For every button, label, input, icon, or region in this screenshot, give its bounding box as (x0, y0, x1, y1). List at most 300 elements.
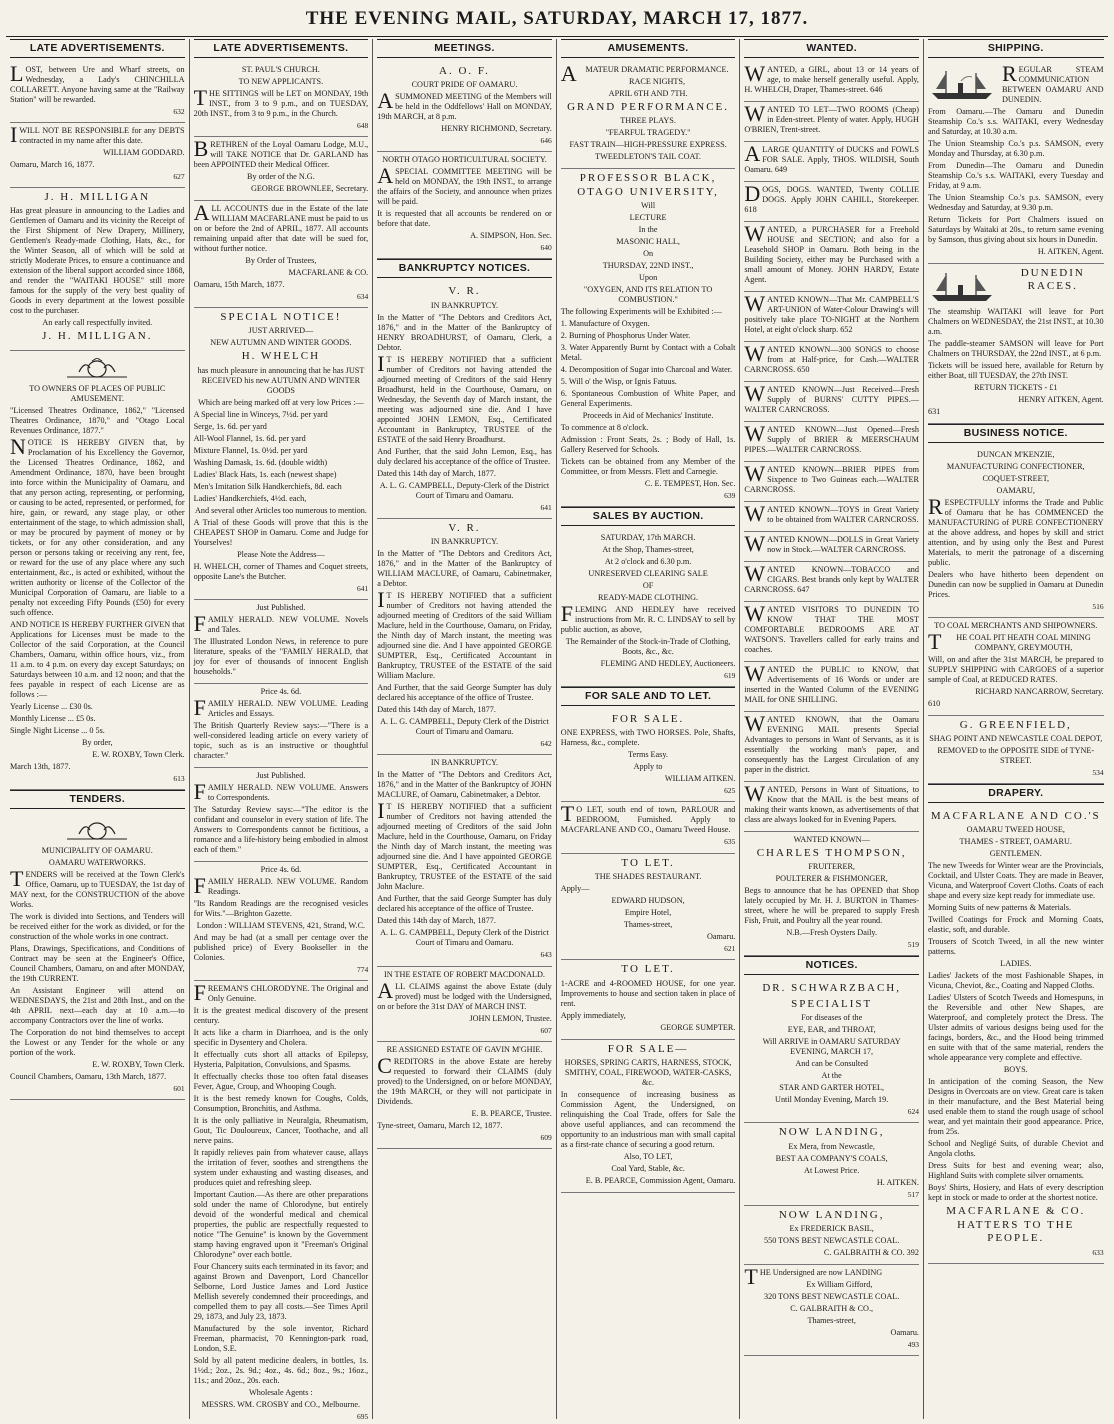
ad-text: WANTED, Persons in Want of Situations, to Know that the MAIL is the best means of making their wants known, as advertisements of that class are always looked for in Evening Papers. (744, 780, 919, 824)
column-4 (557, 39, 741, 1419)
ad-category: LADIES. (1000, 959, 1032, 969)
ad-text: It effectually cuts short all attacks of Epilepsy, Hysteria, Palpitation, Convulsions, and Spasms. (193, 1050, 369, 1070)
ad-text: The work is divided into Sections, and Tenders will be received either for the work as divided, or for the construction of the whole works in one contract. (10, 911, 185, 941)
ad-signature: E. W. ROXBY, Town Clerk. (92, 1059, 185, 1069)
ad-heading: FAMILY HERALD. NEW VOLUME. Random Readings. (193, 873, 369, 899)
ad-text: The paddle-steamer SAMSON will leave for Port Chalmers on THURSDAY, the 22nd INST., at 6 p.m. (927, 338, 1104, 358)
ad-signature: HENRY AITKEN, Agent. (1018, 394, 1104, 404)
ad-heading: MUNICIPALITY OF OAMARU. (41, 845, 153, 855)
ad-text: 1-ACRE and 4-ROOMED HOUSE, for one year. Improvements to house and section taken in place of rent. (560, 978, 736, 1008)
section-heading: TENDERS. (10, 790, 185, 809)
ad-text: It acts like a charm in Diarrhoea, and is the only specific in Dysentery and Cholera. (193, 1028, 369, 1048)
ad-text: At Lowest Price. (804, 1165, 860, 1175)
ad-text: Apply to (633, 762, 663, 772)
ad-heading: PROFESSOR BLACK, OTAGO UNIVERSITY, (577, 172, 719, 198)
column-6 (924, 39, 1108, 1419)
ad-text: Thames-street, (623, 919, 673, 929)
ad-text: THURSDAY, 22ND INST., (602, 261, 694, 271)
ad-whelch (194, 308, 369, 600)
ad-number: 631 (927, 406, 941, 416)
ad-now-landing-basil (744, 1206, 919, 1265)
ad-signature: C. GALBRAITH & CO., (790, 1304, 874, 1314)
ad-signature: WILLIAM GODDARD. (103, 147, 185, 157)
ad-aof-meeting (377, 62, 552, 153)
ad-text: Four Chancery suits each terminated in its favor; and against Brown and Davenport, Lord Chancellor Selborne, Lord Justice James and Lord Justice Mellish severely condemned their proceedings, and compelled them to pay all costs.—See Times April 29, 1873, and July 23, 1873. (193, 1262, 369, 1322)
ad-public-amusement (10, 351, 185, 790)
price-item: Mixture Flannel, 1s. 0½d. per yard (193, 445, 308, 455)
wanted-ad (744, 782, 919, 832)
ad-number: 601 (173, 1083, 185, 1093)
ad-number: 517 (907, 1189, 919, 1199)
ad-text: School and Negligé Suits, of durable Cheviot and Angola cloths. (927, 1139, 1104, 1159)
royal-crest-icon (57, 358, 137, 380)
municipal-crest-icon (57, 820, 137, 842)
ad-number: 621 (724, 943, 736, 953)
ad-heading: FAMILY HERALD. NEW VOLUME. Novels and Tales. (193, 611, 369, 637)
ad-express-sale (561, 710, 736, 803)
ad-text: A Trial of these Goods will prove that this is the CHEAPEST SHOP in Oamaru. Come and Judge for Yourselves! (193, 517, 369, 547)
ad-signature: A. L. G. CAMPBELL, Deputy-Clerk of the District Court of Timaru and Oamaru. (379, 480, 550, 500)
ad-heading: AMATEUR DRAMATIC PERFORMANCE. (560, 60, 729, 86)
ad-signature: H. AITKEN, Agent. (1037, 246, 1104, 256)
ad-date: March 13th, 1877. (10, 761, 71, 771)
ad-number: 607 (540, 1025, 552, 1035)
ad-text: 550 TONS BEST NEWCASTLE COAL. (764, 1236, 900, 1246)
ad-text: "Its Random Readings are the recognised vesicles for Wits."—Brighton Gazette. (193, 899, 369, 919)
ad-text: Please Note the Address— (237, 549, 325, 559)
ad-signature: H. AITKEN. (876, 1177, 919, 1187)
ad-text: ALL ACCOUNTS due in the Estate of the late WILLIAM MACFARLANE must be paid to us on or before the 2nd of APRIL, 1877. All accounts remaining unpaid after that date will be sued for, without further notice. (193, 199, 369, 253)
ad-schwarzbach (744, 979, 919, 1123)
section-heading: DRAPERY. (928, 784, 1104, 803)
ad-text: The Union Steamship Co.'s p.s. SAMSON, every Monday and Thursday, at 6.30 p.m. (927, 138, 1104, 158)
ad-text: Also, TO LET, (623, 1151, 673, 1161)
ad-date: Oamaru, 15th March, 1877. (193, 279, 285, 289)
ad-greenfield (928, 716, 1104, 785)
ad-number: 519 (907, 940, 919, 950)
ad-text: Important Caution.—As there are other preparations sold under the name of Chlorodyne, but entirely devoid of the wonderful medical and chemical properties, the public are respectfully requested to notice "The Genuine" is known by the Government stamp having engraved upon it "Freeman's Original Chlorodyne" over each bottle. (193, 1190, 369, 1260)
ad-text: In the Matter of "The Debtors and Creditors Act, 1876," and in the Matter of the Bankruptcy of HENRY BROADHURST, of Oamaru, Clerk, a Debtor. (377, 312, 552, 352)
ad-signature: J. H. MILLIGAN. (42, 330, 153, 343)
experiment-item: 3. Water Apparently Burnt by Contact with a Cobalt Metal. (560, 343, 736, 363)
wanted-ad (744, 662, 919, 712)
section-heading: NOTICES. (744, 956, 919, 975)
price-item: Ladies' Handkerchiefs, 4½d. each, (193, 493, 307, 503)
section-heading: MEETINGS. (377, 39, 552, 58)
ad-text: Boys' Shirts, Hosiery, and Hats of every description kept in stock or made to order at the shortest notice. (927, 1183, 1104, 1203)
ad-text: ALARGE QUANTITY of DUCKS and FOWLS FOR SALE. Apply, THOS. WILDISH, South Oamaru. 649 (744, 140, 919, 174)
ad-number: 643 (540, 950, 552, 960)
ad-number: 648 (356, 120, 369, 130)
ad-text: NEW AUTUMN AND WINTER GOODS. (210, 338, 352, 348)
ad-text: "Licensed Theatres Ordinance, 1862," "Licensed Theatres Ordinance, 1870," and "Otago Local Revenues Ordinance, 1877." (10, 405, 185, 435)
ad-signature: A. L. G. CAMPBELL, Deputy Clerk of the District Court of Timaru and Oamaru. (380, 928, 549, 948)
ad-text: And can be Consulted (795, 1058, 868, 1068)
ad-text: It effectually checks those too often fatal diseases Fever, Ague, Croup, and Whooping Cough. (193, 1072, 369, 1092)
wanted-ad (744, 532, 919, 562)
section-heading: LATE ADVERTISEMENTS. (194, 39, 369, 58)
ad-text: WANTED, a GIRL, about 13 or 14 years of age, to make herself generally useful. Apply, H. WHELCH, Draper, Thames-street. 646 (744, 60, 919, 94)
ad-text: It is the best remedy known for Coughs, Colds, Consumption, Bronchitis, and Asthma. (193, 1094, 369, 1114)
experiment-item: 2. Burning of Phosphorus Under Water. (560, 331, 691, 341)
ad-category: GENTLEMEN. (989, 849, 1042, 859)
ad-heading: TO LET. (621, 856, 675, 869)
ad-text: By order of the N.G. (247, 171, 315, 181)
wanted-ad (744, 712, 919, 782)
ad-text: Plans, Drawings, Specifications, and Conditions of Contract may be seen at the Engineer's Office, Council Chambers, Oamaru, on and after MONDAY, the 19th CURRENT. (10, 943, 185, 983)
ad-heading: DR. SCHWARZBACH, (762, 982, 901, 995)
ad-text: Trousers of Scotch Tweed, in all the new winter patterns. (927, 937, 1104, 957)
ad-text: In anticipation of the coming Season, the New Designs in Overcoats are on view. Great care is taken in their manufacture, and the Best Material being used enable them to stand the rough usage of school wear, and yet maintain their good appearance. Price, from 25s. (927, 1077, 1104, 1137)
ad-text: Ladies' Jackets of the most Fashionable Shapes, in Vicuna, Cheviot, &c., Coating and Napped Cloths. (927, 971, 1104, 991)
ad-number: 695 (356, 1412, 369, 1419)
ad-lost-collarett (10, 62, 185, 123)
ad-text: THE SITTINGS will be LET on MONDAY, 19th INST., from 3 to 9 p.m., and on TUESDAY, 20th INST., from 3 to 9 p.m., in the Church. (193, 84, 369, 118)
ad-text: On (643, 249, 654, 259)
ad-parlour-let (561, 802, 736, 853)
ad-text: The Union Steamship Co.'s p.s. SAMSON, every Wednesday and Saturday, at 9.30 p.m. (927, 192, 1104, 212)
ad-text: An Assistant Engineer will attend on WEDNESDAYS, the 21st and 28th Inst., and on the 4th APRIL next—each day at 10 a.m.—to accompany Contractors over the line of works. (10, 985, 185, 1025)
ad-text: has much pleasure in announcing that he has JUST RECEIVED his new AUTUMN AND WINTER GOODS (197, 365, 365, 395)
steamship-icon (928, 269, 998, 303)
wanted-ad (744, 462, 919, 502)
price-item: Serge, 1s. 6d. per yard (193, 421, 267, 431)
ad-text: Tickets can be obtained from any Member of the Committee, or from Messrs. Flett and Carnegie. (560, 457, 736, 477)
ad-signature: E. W. ROXBY, Town Clerk. (92, 749, 185, 759)
ad-date: Dated this 14th day of March, 1877. (377, 705, 496, 715)
ad-number: 646 (540, 136, 552, 146)
ad-text: WANTED KNOWN—300 SONGS to choose from at Half-price, for Cash.—WALTER CARNCROSS. 650 (744, 340, 919, 374)
ad-subheading: IN BANKRUPTCY. (430, 537, 499, 547)
ad-text: RESPECTFULLY informs the Trade and Public of Oamaru that he has COMMENCED the MANUFACTURING of PURE CONFECTIONERY at the above address, and hopes by skill and strict attention, and by using only the Best and Purest Materials, to merit the patronage of a discerning public. (927, 493, 1104, 567)
ad-signature: A. L. G. CAMPBELL, Deputy Clerk of the District Court of Timaru and Oamaru. (380, 717, 549, 737)
experiment-item: 1. Manufacture of Oxygen. (560, 319, 650, 329)
ad-text: At the (821, 1070, 842, 1080)
ad-text: ASPECIAL COMMITTEE MEETING will be held on MONDAY, the 19th INST., to arrange the affairs of the Society, and announce when prizes will be paid. (377, 163, 552, 207)
ad-thompson (744, 832, 919, 957)
ad-text: Has great pleasure in announcing to the Ladies and Gentlemen of Oamaru and its vicinity the Receipt of the First Shipment of New Drapery, Millinery, Gentlemen's Ready-made Clothing, Hats, &c., for the Winter Season, all of which will be sold at strictly Moderate Prices, to ensure a continuance and extension of the liberal support accorded since 1868, and render the "WAITAKI HOUSE" still more famous for the supply of the very best quality of Goods in every department at the lowest possible cost to the purchaser. (10, 206, 185, 316)
ad-signature: RICHARD NANCARROW, Secretary. (975, 686, 1104, 696)
ad-bankruptcy-broadhurst (377, 282, 552, 519)
ad-text: Sold by all patent medicine dealers, in bottles, 1s. 1½d.; 2oz., 2s. 9d.; 4oz., 4s. 6d.; 8oz., 9s.; 16oz., 11s.; and 20oz., 20s. each. (193, 1356, 369, 1386)
ad-number: 640 (540, 243, 552, 253)
ad-text: POULTERER & FISHMONGER, (775, 874, 888, 884)
ad-text: AND NOTICE IS HEREBY FURTHER GIVEN that Applications for Licenses must be made to the Collector of the said Corporation, at the Council Chambers, Oamaru, within office hours, viz., from 11 a.m. to 4 p.m. on every day except Saturdays; on Saturdays between 10 a.m. and 12 noon; and that the fees payable in respect of each License are as follows :— (10, 619, 185, 699)
ad-text: The Saturday Review says:—"The editor is the confidant and counselor in every station of life. The Answers to Correspondents cannot be fictitious, a romance and a life-history being embodied in almost each of them." (193, 805, 369, 855)
ad-text: RACE NIGHTS, (629, 76, 685, 86)
ad-text: SATURDAY, 17th MARCH. (600, 532, 696, 542)
ad-text: Admission : Front Seats, 2s. ; Body of Hall, 1s. Gallery Reserved for Schools. (560, 435, 736, 455)
ad-text: And may be had (at a small per centage over the published price) of Every Bookseller in the Colonies. (193, 933, 369, 963)
ad-text: TENDERS will be received at the Town Clerk's Office, Oamaru, up to TUESDAY, the 1st day of MAY next, for the CONSTRUCTION of the above Works. (10, 865, 185, 909)
ad-text: Will ARRIVE in OAMARU SATURDAY EVENING, MARCH 17, (762, 1036, 901, 1056)
ad-number: 639 (724, 491, 736, 501)
ad-text: Twilled Coatings for Frock and Morning Coats, elastic, soft, and durable. (927, 915, 1104, 935)
ad-text: And several other Articles too numerous to mention. (194, 505, 367, 515)
ad-text: By Order of Trustees, (245, 255, 317, 265)
ad-text: WANTED KNOWN—TOBACCO and CIGARS. Best brands only kept by WALTER CARNCROSS. 647 (744, 560, 919, 594)
section-heading: FOR SALE AND TO LET. (561, 687, 736, 706)
ad-signature: HENRY RICHMOND, Secretary. (441, 124, 552, 134)
wanted-ad (744, 102, 919, 142)
ad-now-landing-gifford (744, 1265, 919, 1356)
ad-house-let (561, 960, 736, 1039)
column-5 (740, 39, 924, 1419)
wanted-ad (744, 602, 919, 662)
ad-number: 633 (1092, 1247, 1104, 1257)
masthead: THE EVENING MAIL, SATURDAY, MARCH 17, 1877. (305, 8, 809, 29)
ad-mghie-estate (377, 1042, 552, 1149)
ad-signature: MESSRS. WM. CROSBY and CO., Melbourne. (201, 1400, 361, 1410)
ad-heading: V. R. (448, 521, 481, 534)
ad-text: Tickets will be issued here, available for Return by either Boat, till TUESDAY, the 27th INST. (927, 360, 1104, 380)
wanted-ad (744, 342, 919, 382)
ad-subheading: SHAG POINT AND NEWCASTLE COAL DEPOT, (929, 734, 1103, 744)
ad-text: Will (640, 201, 656, 211)
ad-text: RETURN TICKETS - £1 (974, 382, 1058, 392)
ad-family-herald-answers (194, 768, 369, 862)
ad-text: In the Matter of "The Debtors and Creditors Act, 1876," and in the Matter of the Bankruptcy of JOHN MACLURE, of Oamaru, Cabinetmaker, a Debtor. (377, 770, 552, 800)
ad-signature: EDWARD HUDSON, (611, 895, 685, 905)
ad-heading: G. GREENFIELD, (959, 718, 1072, 731)
ad-heading: V. R. (448, 285, 481, 298)
ad-family-herald-articles (194, 684, 369, 768)
ad-subheading: OAMARU WATERWORKS. (48, 857, 146, 867)
ad-text: An early call respectfully invited. (42, 318, 153, 328)
ad-text: BRETHREN of the Loyal Oamaru Lodge, M.U., will TAKE NOTICE that Dr. GARLAND has been APPOINTED their Medical Officer. (193, 135, 369, 169)
wanted-ad (744, 562, 919, 602)
ad-text: At the Shop, Thames-street, (602, 544, 694, 554)
ad-bankruptcy-w-maclure (377, 519, 552, 756)
ad-text: N.B.—Fresh Oysters Daily. (786, 928, 877, 938)
ad-text: The following Experiments will be Exhibited :— (560, 307, 722, 317)
ad-macfarlane-drapery (928, 807, 1104, 1264)
price-item: Men's Imitation Silk Handkerchiefs, 8d. each (193, 481, 342, 491)
ad-text: OF (642, 580, 654, 590)
ad-waterworks-tender (10, 813, 185, 1100)
ad-signature: C. E. TEMPEST, Hon. Sec. (644, 479, 736, 489)
ad-dunedin-races (928, 264, 1104, 424)
price-item: Washing Damask, 1s. 6d. (double width) (193, 457, 328, 467)
ad-heading: FREEMAN'S CHLORODYNE. The Original and Only Genuine. (193, 980, 369, 1006)
ad-signature: WILLIAM AITKEN. (664, 774, 736, 784)
ad-signature: E. B. PEARCE, Trustee. (471, 1108, 552, 1118)
ad-text: Thames-street, (807, 1316, 856, 1326)
ad-heading: READY-MADE CLOTHING. (598, 592, 699, 602)
ad-text: STAR AND GARTER HOTEL, (779, 1082, 885, 1092)
ad-heading: TO LET. (621, 963, 675, 976)
ad-text: London : WILLIAM STEVENS, 421, Strand, W.C. (196, 921, 366, 931)
ad-text: DOGS, DOGS. WANTED, Twenty COLLIE DOGS. Apply JOHN CAHILL, Storekeeper. 618 (744, 180, 919, 214)
ad-text: At 2 o'clock and 6.30 p.m. (604, 556, 692, 566)
ad-text: The Corporation do not bind themselves to accept the Lowest or any Tender for the whole or any portion of the work. (10, 1027, 185, 1057)
ad-heading: TO COAL MERCHANTS AND SHIPOWNERS. (934, 620, 1098, 630)
ad-family-herald-novels (194, 600, 369, 684)
wanted-ad (744, 142, 919, 182)
ad-text: Return Tickets for Port Chalmers issued on Saturdays by Waitaki at 20s., to return same evening by Samson, thus giving about six hours in Dunedin. (927, 214, 1104, 244)
ad-text: The new Tweeds for Winter wear are the Provincials, Cocktail, and Ulster Coats. They are made in Beaver, Vicuna, and Waterproof Covert Cloths. Coats of each shape and every size kept ready for immediate use. (927, 861, 1104, 901)
ad-heading: FAMILY HERALD. NEW VOLUME. Answers to Correspondents. (193, 779, 369, 805)
ad-text: MASONIC HALL, (616, 237, 680, 247)
price-item: All-Wool Flannel, 1s. 6d. per yard (193, 433, 306, 443)
ad-family-herald-readings (194, 862, 369, 981)
ad-text: Will, on and after the 31st MARCH, be prepared to SUPPLY SHIPPING with CARGOES of a superior sample of Coal, at REDUCED RATES. (927, 654, 1104, 684)
wanted-ad (744, 382, 919, 422)
ad-text: Price 4s. 6d. (260, 865, 302, 875)
ad-text: Ex Mera, from Newcastle, (788, 1141, 875, 1151)
ad-text: WANTED KNOWN—TOYS in Great Variety to be obtained from WALTER CARNCROSS. (744, 500, 919, 526)
ad-text: WANTED TO LET—TWO ROOMS (Cheap) in Eden-street. Plenty of water. Apply, HUGH O'BRIEN, Trent-street. (744, 100, 919, 134)
ad-shades-let (561, 854, 736, 961)
price-item: A Special line in Winceys, 7½d. per yard (193, 409, 328, 419)
ad-text: In consequence of increasing business as Commission Agent, the Undersigned, on relinquishing the Coal Trade, offers for Sale the above useful appliances, and can recommend the opportunity to an industrious man with small capital as a first-rate chance of securing a good return. (560, 1089, 736, 1149)
section-heading: WANTED. (744, 39, 919, 58)
ad-text: "OXYGEN, AND ITS RELATION TO COMBUSTION." (583, 285, 713, 305)
ad-number: 609 (540, 1132, 552, 1142)
ad-text: Dealers who have hitherto been dependent on Dunedin can now be supplied in Oamaru at Dunedin Prices. (927, 569, 1104, 599)
section-heading: LATE ADVERTISEMENTS. (10, 39, 185, 58)
ad-date: Council Chambers, Oamaru, 13th March, 1877. (10, 1071, 167, 1081)
ad-text: The British Quarterly Review says:—"There is a well-considered leading article on every variety of topic, such as is an instructive or thoughtful character." (193, 721, 369, 761)
ad-text: Oamaru. (706, 931, 736, 941)
ad-text: Ladies' Ulsters of Scotch Tweeds and Homespuns, in the Reversible and other New Shapes, are Waterproof, and completely protect the Dress. The Ulster admits of various designs being used for the facings, borders, &c., and the Hood being trimmed en suite with that of the same material, renders the whole appearance very complete and effective. (927, 993, 1104, 1063)
ad-date: Oamaru, March 16, 1877. (10, 159, 95, 169)
ad-number: 632 (173, 106, 185, 116)
experiment-item: 5. Will o' the Wisp, or Ignis Fatuus. (560, 377, 677, 387)
ad-heading: IN THE ESTATE OF ROBERT MACDONALD. (384, 969, 545, 979)
ad-heading: NOW LANDING, (778, 1126, 885, 1139)
ad-lecture (561, 169, 736, 507)
ad-text: APRIL 6TH AND 7TH. (608, 88, 688, 98)
ad-number: 534 (1092, 768, 1104, 778)
ad-heading: UNRESERVED CLEARING SALE (588, 568, 708, 578)
ad-number: 627 (173, 171, 185, 181)
ad-text: It rapidly relieves pain from whatever cause, allays the irritation of fever, soothes and strengthens the system under exhausting and wasting diseases, and produces quiet and refreshing sleep. (193, 1148, 369, 1188)
ad-text: From Dunedin—The Oamaru and Dunedin Steamship Co.'s s.s. WAITAKI, every Tuesday and Friday, at 9 a.m. (927, 160, 1104, 190)
ad-signature: GEORGE BROWNLEE, Secretary. (250, 183, 369, 193)
column-1 (6, 39, 190, 1419)
wanted-ad (744, 502, 919, 532)
ad-text: "FEARFUL TRAGEDY." (605, 128, 691, 138)
ad-heading: FOR SALE. (611, 712, 685, 725)
ad-text: Proceeds in Aid of Mechanics' Institute. (582, 411, 714, 421)
experiment-item: 6. Spontaneous Combustion of White Paper, and General Experiments. (560, 389, 736, 409)
column-3 (373, 39, 557, 1419)
ad-heading: A. O. F. (439, 64, 490, 77)
ad-text: LOST, between Ure and Wharf streets, on Wednesday, a Lady's CHINCHILLA COLLARETT. Anyone having same at the "Railway Station" will be rewarded. (10, 60, 185, 104)
ad-signature: GEORGE SUMPTER. (660, 1022, 736, 1032)
section-heading: SHIPPING. (928, 39, 1104, 58)
ad-text: JUST ARRIVED— (248, 326, 314, 336)
ad-text: It is the greatest medical discovery of the present century. (193, 1006, 369, 1026)
fee-row: Yearly License ... £30 0s. (10, 701, 93, 711)
masthead-rule (6, 36, 1108, 37)
ad-text: From Oamaru.—The Oamaru and Dunedin Steamship Co.'s s.s. WAITAKI, every Wednesday and Saturday, at 10.30 a.m. (927, 106, 1104, 136)
ad-text: Begs to announce that he has OPENED that Shop lately occupied by Mr. H. J. BURTON in Thames-street, where he will be prepared to supply Fresh Fish, Fruit, and Poultry all the year round. (744, 886, 919, 926)
ad-text: Oamaru. (890, 1328, 919, 1338)
ad-signature: FLEMING AND HEDLEY, Auctioneers. (600, 658, 736, 668)
ad-number: 619 (724, 670, 736, 680)
ad-text: WANTED KNOWN—Just Received—Fresh Supply of BURNS' CUTTY PIPES.—WALTER CARNCROSS. (744, 380, 919, 414)
ad-signature: E. B. PEARCE, Commission Agent, Oamaru. (585, 1175, 736, 1185)
ad-heading: NOW LANDING, (778, 1208, 885, 1221)
ad-now-landing-mera (744, 1123, 919, 1206)
ad-text: Apply— (560, 883, 590, 893)
ad-heading: MACFARLANE AND CO.'S (930, 810, 1101, 823)
ad-heading: H. WHELCH (241, 350, 321, 363)
ad-text: Price 4s. 6d. (260, 687, 302, 697)
ad-subheading: IN BANKRUPTCY. (430, 300, 499, 310)
ad-macdonald-estate (377, 967, 552, 1042)
ad-heading: TO OWNERS OF PLACES OF PUBLIC AMUSEMENT. (29, 383, 166, 403)
ad-text: Upon (638, 273, 658, 283)
ad-date: Tyne-street, Oamaru, March 12, 1877. (377, 1120, 503, 1130)
ad-text: ONE EXPRESS, with TWO HORSES. Pole, Shafts, Harness, &c., complete. (560, 728, 736, 748)
ad-steam-communication (928, 62, 1104, 264)
ad-heading: SPECIAL NOTICE! (220, 311, 342, 324)
ad-heading: ST. PAUL'S CHURCH. (241, 64, 320, 74)
ad-text: EYE, EAR, and THROAT, (787, 1024, 876, 1034)
ad-text: IT IS HEREBY NOTIFIED that a sufficient number of Creditors not having attended the adjourned meeting of Creditors of the said John Maclure, held in the Courthouse, Oamaru, on Friday the Ninth day of March instant, the meeting was adjourned sine die. And I have appointed GEORGE SUMPTER, Esq., Certificated Accountant in Bankruptcy, TRUSTEE of the ESTATE of the said John Maclure. (377, 798, 552, 892)
ad-subheading: MANUFACTURING CONFECTIONER, (946, 461, 1085, 471)
ad-date: Dated this 14th day of March, 1877. (377, 468, 496, 478)
ad-text: By order, (81, 737, 113, 747)
wanted-ad (744, 422, 919, 462)
ad-clearing-sale (561, 530, 736, 687)
ad-mckenzie (928, 447, 1104, 618)
section-heading: BUSINESS NOTICE. (928, 424, 1104, 443)
ad-heading: FAMILY HERALD. NEW VOLUME. Leading Articles and Essays. (193, 695, 369, 721)
ad-subheading: THE SHADES RESTAURANT. (594, 871, 702, 881)
ad-category: BOYS. (1003, 1065, 1028, 1075)
fee-row: Single Night License ... 0 5s. (10, 725, 105, 735)
section-heading: AMUSEMENTS. (561, 39, 736, 58)
ad-text: IWILL NOT BE RESPONSIBLE for any DEBTS contracted in my name after this date. (10, 121, 185, 147)
ad-subheading: OAMARU TWEED HOUSE, (966, 825, 1065, 835)
ad-number: 610 (927, 698, 941, 708)
ad-text: Ex William Gifford, (806, 1280, 873, 1290)
ad-text: IT IS HEREBY NOTIFIED that a sufficient number of Creditors not having attended the adjourned meeting of Creditors of the said Henry Broadhurst, held in the Courthouse, Oamaru, on Wednesday, the Seventh day of March instant, the meeting was adjourned sine die. And I have appointed JOHN LEMON, Esq., Certificated Accountant in Bankruptcy, TRUSTEE of the ESTATE of the said Henry Broadhurst. (377, 350, 552, 444)
ad-text: TWEEDLETON'S TAIL COAT. (595, 152, 701, 162)
ad-number: 613 (173, 773, 185, 783)
ad-text: And Further, that the said John Lemon, Esq., has duly declared his acceptance of the office of Trustee. (377, 446, 552, 466)
ad-text: Ex FREDERICK BASIL, (789, 1224, 874, 1234)
ad-signature: MACFARLANE & CO. (288, 267, 369, 277)
ad-text: REMOVED to the OPPOSITE SIDE of TYNE-STREET. (937, 746, 1095, 766)
ad-heading: DUNEDIN RACES. (1020, 266, 1085, 293)
wanted-ad (744, 292, 919, 342)
ad-text: THREE PLAYS. (620, 116, 676, 126)
ad-text: WANTED KNOWN, that the Oamaru EVENING MAIL presents Special Advantages to persons in Want of Servants, as it is essentially the working man's paper, and consequently has the Largest Circulation of any paper in the district. (744, 710, 919, 774)
ad-heading: NORTH OTAGO HORTICULTURAL SOCIETY. (382, 155, 547, 165)
ad-number: 624 (907, 1106, 919, 1116)
ad-text: BEST AA COMPANY'S COALS, (775, 1153, 888, 1163)
ad-milligan (10, 188, 185, 351)
ad-text: 320 TONS BEST NEWCASTLE COAL. (764, 1292, 900, 1302)
ad-text: Terms Easy. (628, 750, 668, 760)
ad-text: Just Published. (256, 603, 306, 613)
ad-number: 641 (356, 583, 369, 593)
ad-text: FAST TRAIN—HIGH-PRESSURE EXPRESS. (569, 140, 727, 150)
ad-text: To commence at 8 o'clock. (560, 423, 649, 433)
ad-heading: J. H. MILLIGAN (44, 191, 151, 204)
ad-date: Dated this 14th day of March, 1877. (377, 916, 496, 926)
column-2 (190, 39, 374, 1419)
section-heading: SALES BY AUCTION. (561, 507, 736, 526)
ad-text: LECTURE (629, 213, 667, 223)
ad-text: WANTED KNOWN—DOLLS in Great Variety now in Stock.—WALTER CARNCROSS. (744, 530, 919, 556)
ad-text: WANTED the PUBLIC to KNOW, that Advertisements of 16 Words or under are inserted in the Wanted Column of the EVENING MAIL for ONE SHILLING. (744, 660, 919, 704)
